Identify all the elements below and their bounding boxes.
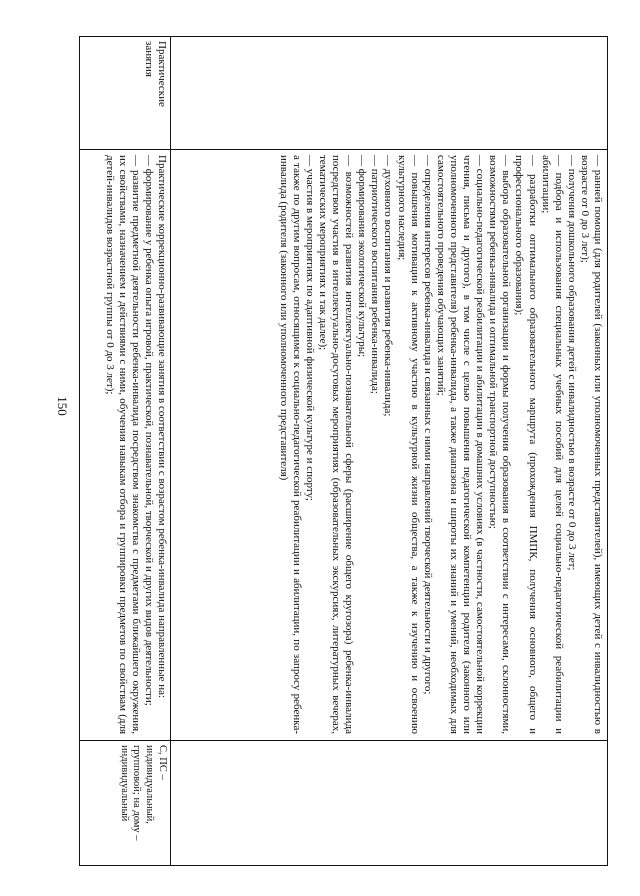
document-table [79,36,608,866]
table-row-1-format [171,740,608,865]
table-row-1-paragraph: а также по другим вопросам, относящимся к социально-педагогической реабилитации и абилитации, по запросу ребенка-инвалида (родителя (законного или уполномоченного представителя) [277,155,303,734]
table-row-1-paragraph: — возможностей развития интеллектуально-познавательной сферы (расширение общего кругозора) ребенка-инвалида посредством участия в интеллектуально-досуговых мероприятиях (образовательных экскурсиях, литературных вечерах, тематических мероприятиях и так далее); [317,155,356,734]
table-border-right [79,865,608,866]
table-row-1-paragraph: — получения дошкольного образования детей с инвалидностью в возрасте от 0 до 3 лет; [565,155,578,571]
table-row-2-label: Практические занятия [142,41,168,107]
page-number: 150 [55,396,70,416]
table-row-1-paragraph: — социально-педагогической реабилитации и абилитации в домашних условиях (в частности, самостоятельной коррекции чтения, письма и другого), в том числе с целью повышения педагогической компетенции родителя (законного или уполномоченного представителя) ребенка-инвалида, а также диапазона и широты их знаний и умений, необходимых для самостоятельного проведения обучающих занятий; [434,155,487,734]
table-row-1-paragraph: — повышения мотивации к активному участию в культурной жизни общества, а также к изучению и освоению культурного наследия; [395,155,421,734]
table-row-2-paragraph: Практические коррекционно-развивающие занятия в соответствии с возрастом ребенка-инвалида направленные на: [156,155,168,699]
table-row-2-paragraph: — формирование у ребенка опыта игровой, практической, познавательной, творческой и других видов деятельности; [142,155,155,706]
table-row-1-label [171,36,608,149]
table-row-1-paragraph: — формирования экологической культуры; [356,155,369,358]
table-row-1-paragraph: — духовного воспитания и развития ребенка-инвалида; [382,155,395,417]
table-row-1-paragraph: — подбора и использования специальных учебных пособий для целей социально-педагогической реабилитации и абилитации; [539,155,565,734]
table-sheet [79,36,608,866]
table-row-1-paragraph: — ранней помощи (для родителей (законных или уполномоченных представителей), имеющих детей с инвалидностью в возрасте от 0 до 3 лет); [578,155,604,734]
table-row-1-paragraph: — выбора образовательной организации и формы получения образования в соответствии с интересами, склонностями, возможностями ребенка-инвалида и оптимальной транспортной доступностью; [487,155,513,734]
table-row-1-paragraph: — разработки оптимального образовательного маршрута (прохождения ПМПК, получения основного, общего и профессионального образования); [513,155,539,734]
table-row-1-content [171,149,608,740]
table-row-1-paragraph: — определения интересов ребенка-инвалида и связанных с ними направлений творческой деятельности и другого; [421,155,434,695]
table-row-2-paragraph: — развитие предметной деятельности ребенка-инвалида посредством знакомства с предметами ближайшего окружения, их свойствами, назначением и действиями с ними, обучения навыкам отбора и группировки предметов по свойствам (для детей-инвалидов возрастной группы от 0 до 3 лет); [103,155,142,734]
table-row-2-content [80,149,171,740]
table-row-2-format: С, ПС – индивидуальный, групповой; на дому – индивидуальный [118,745,168,841]
table-row-1-paragraph: — участия в мероприятиях по адаптивной физической культуре и спорту; [303,155,316,501]
table-row-1-paragraph: — патриотического воспитания ребенка-инвалида; [369,155,382,394]
